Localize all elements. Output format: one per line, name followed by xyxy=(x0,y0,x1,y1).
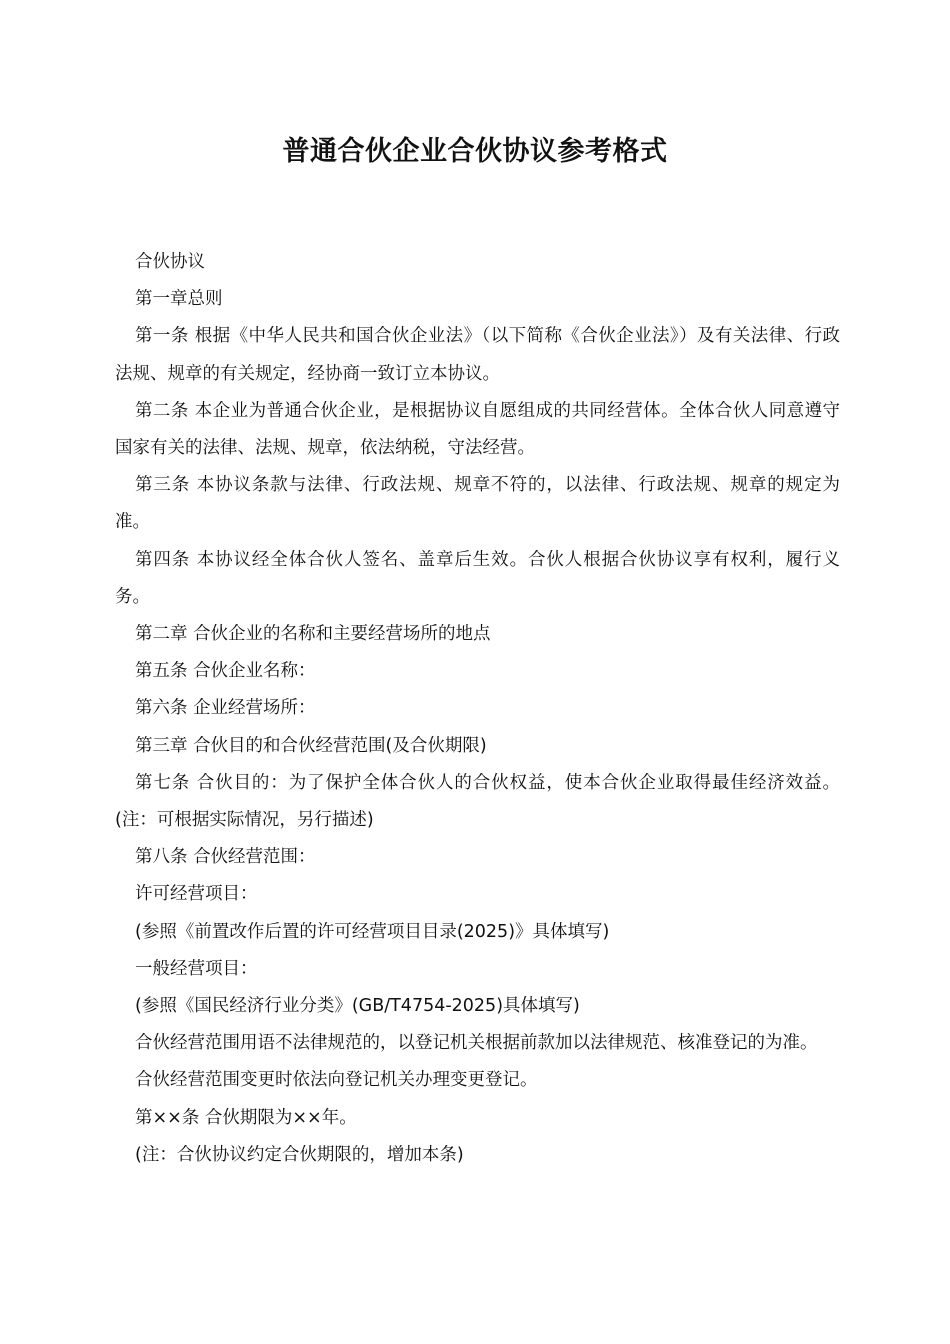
paragraph: 一般经营项目： xyxy=(135,958,258,979)
paragraph: 第三条 本协议条款与法律、行政法规、规章不符的，以法律、行政法规、规章的规定为准。 xyxy=(115,475,840,533)
document-body xyxy=(115,244,840,1174)
paragraph: (参照《前置改作后置的许可经营项目目录(2025)》具体填写) xyxy=(135,921,610,942)
paragraph: 第六条 企业经营场所： xyxy=(135,698,316,719)
paragraph: 第五条 合伙企业名称： xyxy=(135,661,316,682)
paragraph: (参照《国民经济行业分类》(GB/T4754-2025)具体填写) xyxy=(135,996,580,1017)
paragraph: 第八条 合伙经营范围： xyxy=(135,847,316,868)
paragraph: 第四条 本协议经全体合伙人签名、盖章后生效。合伙人根据合伙协议享有权利，履行义务。 xyxy=(115,549,840,607)
paragraph: 合伙经营范围变更时依法向登记机关办理变更登记。 xyxy=(135,1070,538,1091)
paragraph: 合伙协议 xyxy=(135,252,205,272)
paragraph: 第一条 根据《中华人民共和国合伙企业法》（以下简称《合伙企业法》）及有关法律、行政法规、规章的有关规定，经协商一致订立本协议。 xyxy=(115,326,840,384)
paragraph: (注：合伙协议约定合伙期限的，增加本条) xyxy=(135,1144,464,1165)
paragraph: 第二章 合伙企业的名称和主要经营场所的地点 xyxy=(135,624,491,645)
paragraph: 第××条 合伙期限为××年。 xyxy=(135,1107,357,1128)
paragraph: 第一章总则 xyxy=(135,289,223,310)
paragraph: 第三章 合伙目的和合伙经营范围(及合伙期限) xyxy=(135,735,487,756)
paragraph: 第七条 合伙目的：为了保护全体合伙人的合伙权益，使本合伙企业取得最佳经济效益。(注：可根据实际情况，另行描述) xyxy=(115,772,840,831)
paragraph: 许可经营项目： xyxy=(135,884,258,905)
paragraph: 第二条 本企业为普通合伙企业，是根据协议自愿组成的共同经营体。全体合伙人同意遵守国家有关的法律、法规、规章，依法纳税，守法经营。 xyxy=(115,400,840,459)
document-title: 普通合伙企业合伙协议参考格式 xyxy=(282,136,668,167)
paragraph: 合伙经营范围用语不法律规范的，以登记机关根据前款加以法律规范、核准登记的为准。 xyxy=(135,1033,818,1054)
